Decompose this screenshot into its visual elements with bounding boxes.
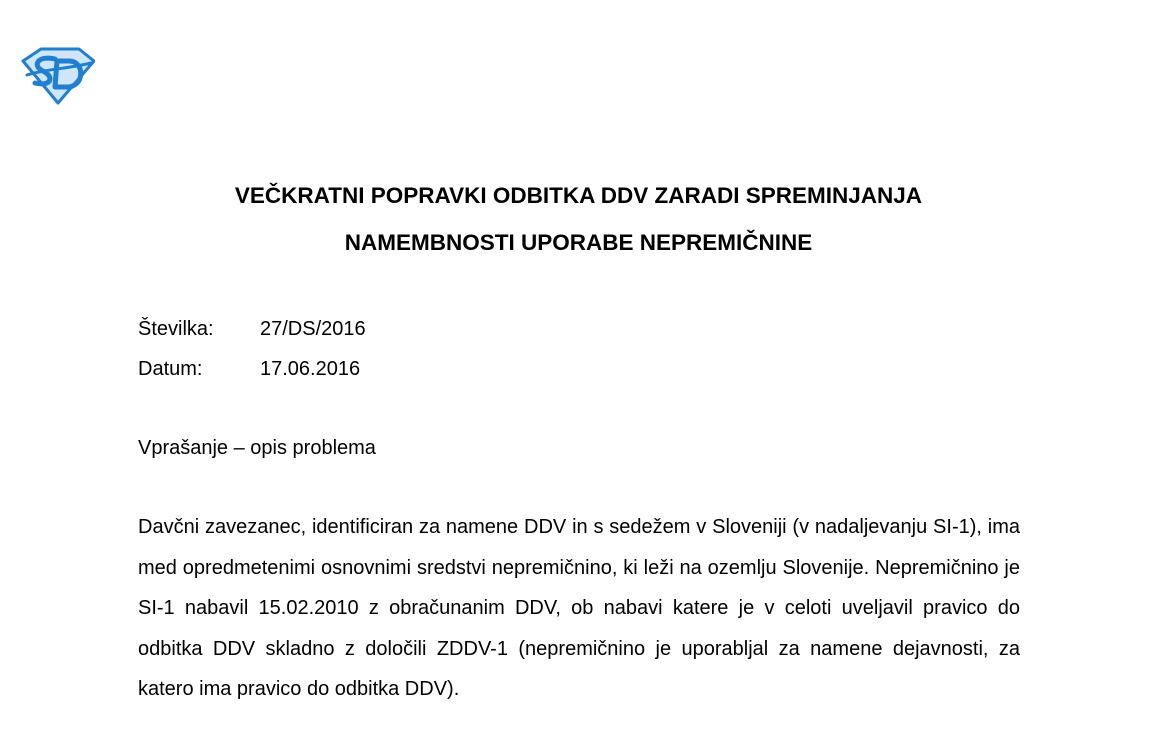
body-paragraph: Davčni zavezanec, identificiran za namene DDV in s sedežem v Sloveniji (v nadaljevanju SI-1), ima med opredmetenimi osnovnimi sredstvi nepremičnino, ki leži na ozemlju Slovenije. Nepremičnino je SI-1 nabavil 15.02.2010 z obračunanim DDV, ob nabavi katere je v celoti uveljavil pravico do odbitka DDV skladno z določili ZDDV-1 (nepremičnino je uporabljal za namene dejavnosti, za katero ima pravico do odbitka DDV). <box>138 516 1020 700</box>
title-line-1: VEČKRATNI POPRAVKI ODBITKA DDV ZARADI SPREMINJANJA <box>234 183 923 208</box>
document-meta <box>138 309 366 389</box>
date-label: Datum: <box>138 358 203 380</box>
date-row <box>138 349 366 389</box>
date-value: 17.06.2016 <box>260 358 361 380</box>
company-logo <box>21 47 95 105</box>
number-row <box>138 309 366 349</box>
title-line-2: NAMEMBNOSTI UPORABE NEPREMIČNINE <box>344 230 813 255</box>
section-heading: Vprašanje – opis problema <box>138 437 376 459</box>
document-title <box>0 172 1157 266</box>
logo-shield-shape <box>23 49 94 103</box>
number-value: 27/DS/2016 <box>260 318 366 340</box>
number-label: Številka: <box>138 318 214 340</box>
